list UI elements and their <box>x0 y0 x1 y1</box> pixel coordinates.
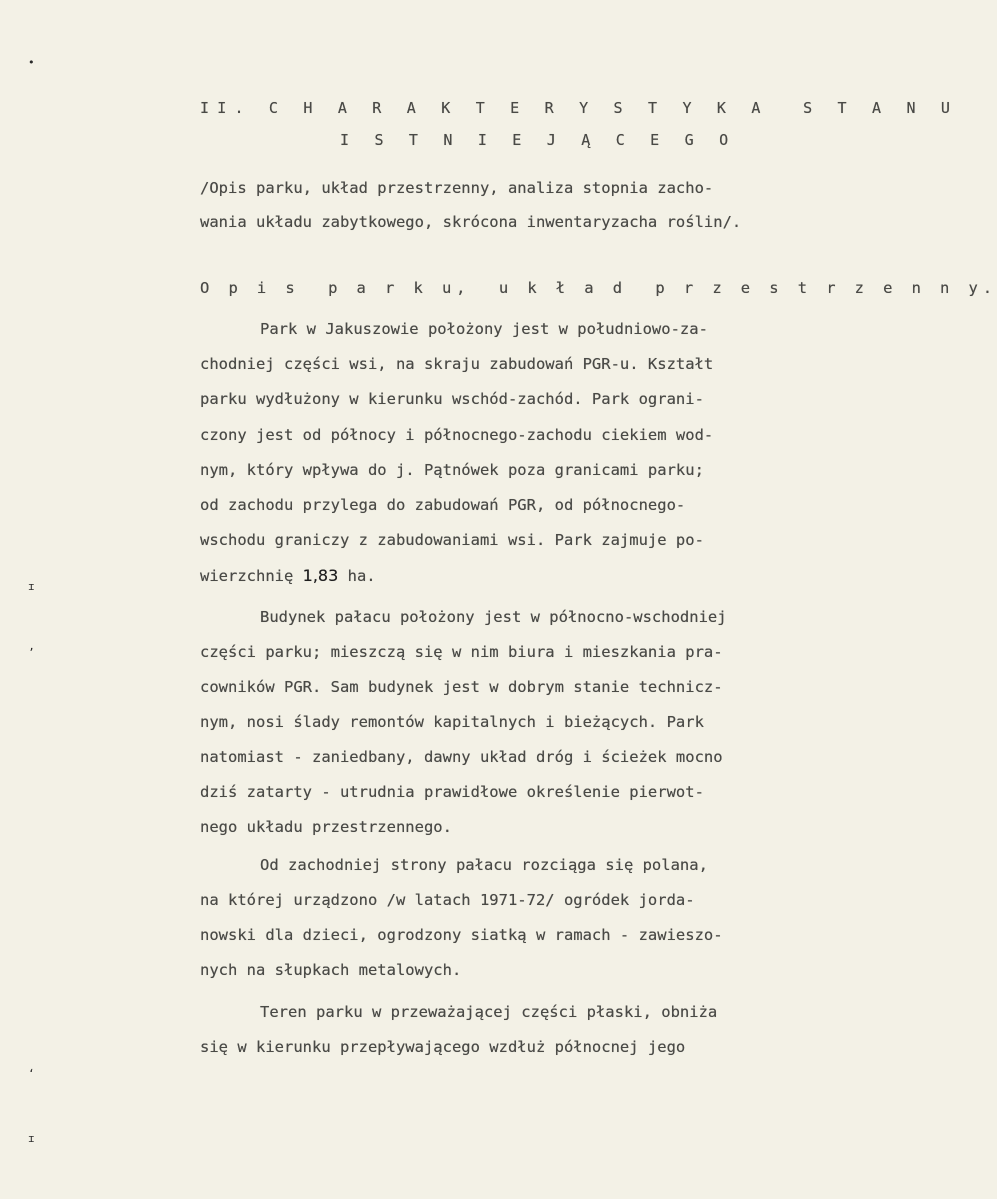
paragraph-1-line: nym, który wpływa do j. Pątnówek poza granicami parku; <box>200 461 704 479</box>
paragraph-1-line: Park w Jakuszowie położony jest w południowo-za- <box>260 320 708 338</box>
subtitle-line-1: /Opis parku, układ przestrzenny, analiza stopnia zacho- <box>200 179 714 197</box>
chapter-heading-line-1: II. C H A R A K T E R Y S T Y K A S T A N U <box>200 99 959 117</box>
paragraph-3-line: Od zachodniej strony pałacu rozciąga się polana, <box>260 856 708 874</box>
paragraph-1-line: parku wydłużony w kierunku wschód-zachód. Park ograni- <box>200 390 704 408</box>
paragraph-1-line: czony jest od północy i północnego-zachodu ciekiem wod- <box>200 426 714 444</box>
margin-mark: ʻ <box>28 1067 35 1080</box>
margin-mark: • <box>28 56 35 69</box>
handwritten-area-value: 1,83 <box>302 566 339 585</box>
chapter-heading-line-2: I S T N I E J Ą C E G O <box>340 131 737 149</box>
margin-mark: ɪ <box>28 580 35 593</box>
margin-mark: ɪ <box>28 1132 35 1145</box>
paragraph-4-line: Teren parku w przeważającej części płaski, obniża <box>260 1003 718 1021</box>
paragraph-1-line: wschodu graniczy z zabudowaniami wsi. Park zajmuje po- <box>200 531 704 549</box>
paragraph-2-line: nym, nosi ślady remontów kapitalnych i bieżących. Park <box>200 713 704 731</box>
paragraph-3-line: nych na słupkach metalowych. <box>200 961 462 979</box>
paragraph-2-line: części parku; mieszczą się w nim biura i mieszkania pra- <box>200 643 723 661</box>
paragraph-1-line <box>200 568 376 585</box>
subtitle-line-2: wania układu zabytkowego, skrócona inwentaryzacha roślin/. <box>200 213 742 231</box>
paragraph-3-line: na której urządzono /w latach 1971-72/ ogródek jorda- <box>200 891 695 909</box>
paragraph-2-line: dziś zatarty - utrudnia prawidłowe określenie pierwot- <box>200 783 704 801</box>
paragraph-2-line: natomiast - zaniedbany, dawny układ dróg i ścieżek mocno <box>200 748 723 766</box>
area-label: wierzchnię <box>200 567 303 585</box>
paragraph-1-line: od zachodu przylega do zabudowań PGR, od północnego- <box>200 496 686 514</box>
margin-mark: ʼ <box>28 646 35 659</box>
paragraph-2-line: cowników PGR. Sam budynek jest w dobrym stanie technicz- <box>200 678 723 696</box>
section-heading: O p i s p a r k u, u k ł a d p r z e s t r z e n n y. <box>200 279 997 297</box>
paragraph-2-line: Budynek pałacu położony jest w północno-wschodniej <box>260 608 727 626</box>
paragraph-1-line: chodniej części wsi, na skraju zabudowań PGR-u. Kształt <box>200 355 714 373</box>
paragraph-4-line: się w kierunku przepływającego wzdłuż północnej jego <box>200 1038 686 1056</box>
paragraph-2-line: nego układu przestrzennego. <box>200 818 452 836</box>
paragraph-3-line: nowski dla dzieci, ogrodzony siatką w ramach - zawieszo- <box>200 926 723 944</box>
area-unit: ha. <box>338 567 376 585</box>
